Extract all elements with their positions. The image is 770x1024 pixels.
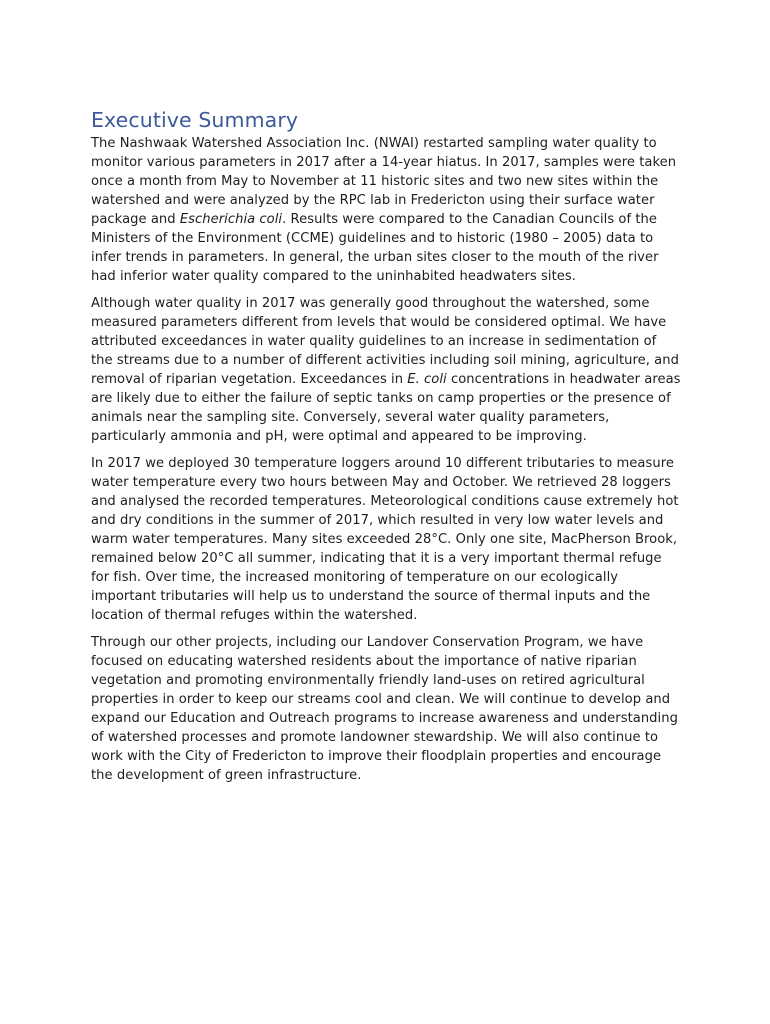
paragraph-other-projects: Through our other projects, including our Landover Conservation Program, we have focused on educating watershed residents about the importance of native riparian vegetation and promoting environmentally friendly land-uses on retired agricultural properties in order to keep our streams cool and clean. We will continue to develop and expand our Education and Outreach programs to increase awareness and understanding of watershed processes and promote landowner stewardship. We will also continue to work with the City of Fredericton to improve their floodplain properties and encourage the development of green infrastructure. [91,635,678,783]
italic-species-name: Escherichia coli [179,212,283,227]
document-body [91,106,681,793]
section-heading: Executive Summary [91,108,299,132]
paragraph-water-quality-results [91,294,681,446]
paragraph-text: Although water quality in 2017 was generally good throughout the watershed, some measured parameters different from levels that would be considered optimal. We have attributed exceedances in water quality guidelines to an increase in sedimentation of the streams due to a number of different activities including soil mining, agriculture, and removal of riparian vegetation. Exceedances in [91,296,679,387]
paragraph-text: concentrations in headwater areas are likely due to either the failure of septic tanks on camp properties or the presence of animals near the sampling site. Conversely, several water quality parameters, particularly ammonia and pH, were optimal and appeared to be improving. [91,372,681,444]
paragraph-temperature-loggers: In 2017 we deployed 30 temperature loggers around 10 different tributaries to measure water temperature every two hours between May and October. We retrieved 28 loggers and analysed the recorded temperatures. Meteorological conditions cause extremely hot and dry conditions in the summer of 2017, which resulted in very low water levels and warm water temperatures. Many sites exceeded 28°C. Only one site, MacPherson Brook, remained below 20°C all summer, indicating that it is a very important thermal refuge for fish. Over time, the increased monitoring of temperature on our ecologically important tributaries will help us to understand the source of thermal inputs and the location of thermal refuges within the watershed. [91,456,679,623]
paragraph-text: The Nashwaak Watershed Association Inc. (NWAI) restarted sampling water quality to monitor various parameters in 2017 after a 14-year hiatus. In 2017, samples were taken once a month from May to November at 11 historic sites and two new sites within the watershed and were analyzed by the RPC lab in Fredericton using their surface water package and [91,136,677,227]
paragraph-water-quality-sampling [91,134,681,286]
italic-species-name: E. coli [407,372,447,387]
paragraph-text: . Results were compared to the Canadian Councils of the Ministers of the Environment (CCME) guidelines and to historic (1980 – 2005) data to infer trends in parameters. In general, the urban sites closer to the mouth of the river had inferior water quality compared to the uninhabited headwaters sites. [91,212,659,284]
